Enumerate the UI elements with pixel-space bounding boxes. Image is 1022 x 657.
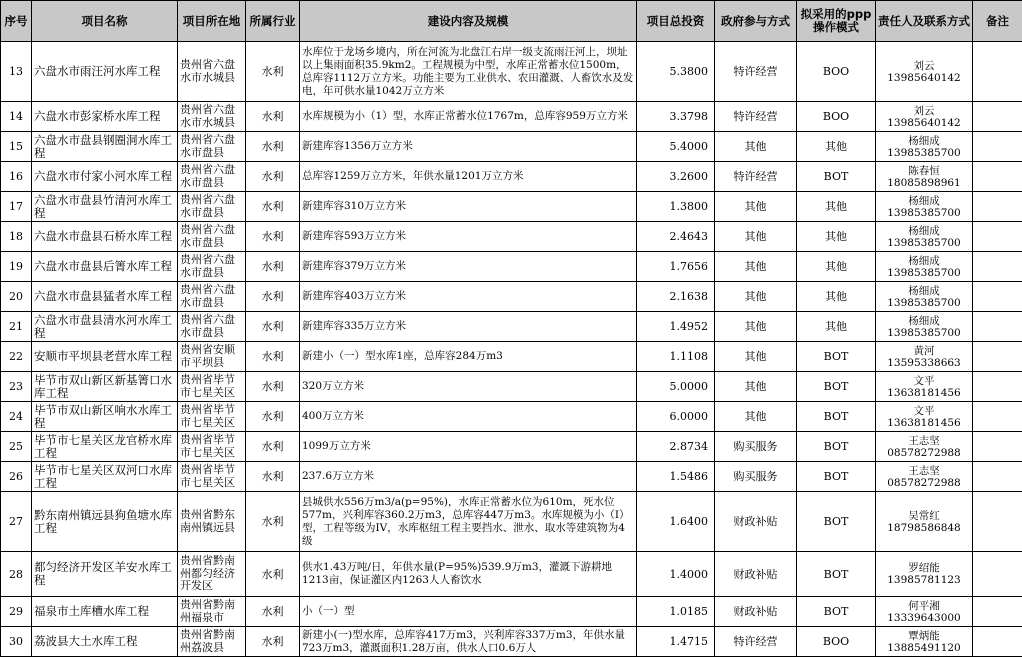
header-industry: 所属行业 bbox=[246, 1, 300, 42]
project-location: 贵州省安顺市平坝县 bbox=[178, 342, 246, 372]
contact-person: 王志坚 bbox=[878, 465, 970, 477]
project-location: 贵州省黔南州都匀经济开发区 bbox=[178, 552, 246, 597]
contact-phone: 13985385700 bbox=[878, 207, 970, 219]
contact-phone: 08578272988 bbox=[878, 447, 970, 459]
contact-person: 王志坚 bbox=[878, 435, 970, 447]
row-number: 14 bbox=[1, 102, 32, 132]
project-name: 安顺市平坝县老营水库工程 bbox=[32, 342, 178, 372]
total-investment: 3.2600 bbox=[637, 162, 715, 192]
contact bbox=[876, 372, 973, 402]
ppp-mode: 其他 bbox=[797, 312, 876, 342]
contact bbox=[876, 222, 973, 252]
contact-phone: 13985385700 bbox=[878, 237, 970, 249]
industry: 水利 bbox=[246, 282, 300, 312]
ppp-mode: BOO bbox=[797, 42, 876, 102]
total-investment: 2.8734 bbox=[637, 432, 715, 462]
header-contact: 责任人及联系方式 bbox=[876, 1, 973, 42]
project-name: 毕节市双山新区响水水库工程 bbox=[32, 402, 178, 432]
contact-phone: 13595338663 bbox=[878, 357, 970, 369]
contact bbox=[876, 252, 973, 282]
gov-participation: 其他 bbox=[715, 222, 797, 252]
table-row bbox=[1, 42, 1022, 102]
gov-participation: 其他 bbox=[715, 282, 797, 312]
project-name: 六盘水市盘县后箐水库工程 bbox=[32, 252, 178, 282]
ppp-mode: BOT bbox=[797, 597, 876, 627]
project-location: 贵州省六盘水市盘县 bbox=[178, 222, 246, 252]
industry: 水利 bbox=[246, 222, 300, 252]
row-number: 19 bbox=[1, 252, 32, 282]
project-location: 贵州省黔南州荔波县 bbox=[178, 627, 246, 657]
contact-phone: 18085898961 bbox=[878, 177, 970, 189]
project-name: 六盘水市付家小河水库工程 bbox=[32, 162, 178, 192]
contact-person: 陈春恒 bbox=[878, 165, 970, 177]
ppp-mode: BOT bbox=[797, 462, 876, 492]
note bbox=[973, 552, 1022, 597]
contact-person: 杨细成 bbox=[878, 285, 970, 297]
contact-phone: 08578272988 bbox=[878, 477, 970, 489]
construction-scope: 400万立方米 bbox=[300, 402, 637, 432]
total-investment: 2.1638 bbox=[637, 282, 715, 312]
industry: 水利 bbox=[246, 492, 300, 552]
gov-participation: 其他 bbox=[715, 372, 797, 402]
construction-scope: 新建库容335万立方米 bbox=[300, 312, 637, 342]
contact-person: 杨细成 bbox=[878, 195, 970, 207]
total-investment: 1.6400 bbox=[637, 492, 715, 552]
total-investment: 1.0185 bbox=[637, 597, 715, 627]
row-number: 27 bbox=[1, 492, 32, 552]
table-row bbox=[1, 312, 1022, 342]
industry: 水利 bbox=[246, 42, 300, 102]
construction-scope: 供水1.43万吨/日，年供水量(P=95%)539.9万m3，灌溉下游耕地1213亩，保证灌区内1263人人畜饮水 bbox=[300, 552, 637, 597]
contact-phone: 13985385700 bbox=[878, 297, 970, 309]
construction-scope: 新建库容310万立方米 bbox=[300, 192, 637, 222]
total-investment: 1.4715 bbox=[637, 627, 715, 657]
project-location: 贵州省六盘水市盘县 bbox=[178, 192, 246, 222]
contact-phone: 13638181456 bbox=[878, 387, 970, 399]
construction-scope: 新建库容379万立方米 bbox=[300, 252, 637, 282]
table-row bbox=[1, 627, 1022, 657]
project-location: 贵州省六盘水市水城县 bbox=[178, 42, 246, 102]
header-scope: 建设内容及规模 bbox=[300, 1, 637, 42]
contact-phone: 18798586848 bbox=[878, 522, 970, 534]
construction-scope: 1099万立方米 bbox=[300, 432, 637, 462]
industry: 水利 bbox=[246, 102, 300, 132]
project-name: 黔东南州镇远县狗鱼塘水库工程 bbox=[32, 492, 178, 552]
contact bbox=[876, 102, 973, 132]
ppp-mode: 其他 bbox=[797, 132, 876, 162]
project-name: 福泉市土库槽水库工程 bbox=[32, 597, 178, 627]
total-investment: 5.3800 bbox=[637, 42, 715, 102]
header-location: 项目所在地 bbox=[178, 1, 246, 42]
contact-phone: 13985385700 bbox=[878, 147, 970, 159]
row-number: 20 bbox=[1, 282, 32, 312]
industry: 水利 bbox=[246, 132, 300, 162]
note bbox=[973, 372, 1022, 402]
gov-participation: 特许经营 bbox=[715, 42, 797, 102]
ppp-mode: BOO bbox=[797, 102, 876, 132]
ppp-mode: BOT bbox=[797, 432, 876, 462]
project-location: 贵州省六盘水市盘县 bbox=[178, 252, 246, 282]
table-row bbox=[1, 102, 1022, 132]
industry: 水利 bbox=[246, 402, 300, 432]
note bbox=[973, 102, 1022, 132]
ppp-mode: BOT bbox=[797, 162, 876, 192]
construction-scope: 总库容1259万立方米，年供水量1201万立方米 bbox=[300, 162, 637, 192]
contact-phone: 13339643000 bbox=[878, 612, 970, 624]
contact bbox=[876, 192, 973, 222]
table-row bbox=[1, 132, 1022, 162]
contact-phone: 13885491120 bbox=[878, 642, 970, 654]
project-location: 贵州省黔东南州镇远县 bbox=[178, 492, 246, 552]
total-investment: 1.4952 bbox=[637, 312, 715, 342]
header-note: 备注 bbox=[973, 1, 1022, 42]
note bbox=[973, 627, 1022, 657]
project-location: 贵州省毕节市七星关区 bbox=[178, 402, 246, 432]
gov-participation: 财政补贴 bbox=[715, 597, 797, 627]
contact bbox=[876, 132, 973, 162]
ppp-mode: 其他 bbox=[797, 252, 876, 282]
construction-scope: 新建小(一)型水库，总库容417万m3，兴利库容337万m3，年供水量723万m3，灌溉面积1.28万亩，供水人口0.6万人 bbox=[300, 627, 637, 657]
contact-person: 刘云 bbox=[878, 60, 970, 72]
row-number: 28 bbox=[1, 552, 32, 597]
project-location: 贵州省毕节市七星关区 bbox=[178, 462, 246, 492]
gov-participation: 特许经营 bbox=[715, 162, 797, 192]
construction-scope: 新建库容593万立方米 bbox=[300, 222, 637, 252]
total-investment: 1.7656 bbox=[637, 252, 715, 282]
industry: 水利 bbox=[246, 372, 300, 402]
project-name: 六盘水市盘县清水河水库工程 bbox=[32, 312, 178, 342]
industry: 水利 bbox=[246, 192, 300, 222]
contact bbox=[876, 627, 973, 657]
construction-scope: 小（一）型 bbox=[300, 597, 637, 627]
gov-participation: 其他 bbox=[715, 132, 797, 162]
note bbox=[973, 597, 1022, 627]
contact-person: 杨细成 bbox=[878, 225, 970, 237]
industry: 水利 bbox=[246, 552, 300, 597]
table-row bbox=[1, 252, 1022, 282]
industry: 水利 bbox=[246, 342, 300, 372]
ppp-mode: 其他 bbox=[797, 192, 876, 222]
project-name: 毕节市双山新区新基箐口水库工程 bbox=[32, 372, 178, 402]
contact bbox=[876, 597, 973, 627]
row-number: 30 bbox=[1, 627, 32, 657]
ppp-mode: BOT bbox=[797, 342, 876, 372]
table-row bbox=[1, 222, 1022, 252]
contact-person: 刘云 bbox=[878, 105, 970, 117]
contact-person: 文平 bbox=[878, 405, 970, 417]
table-row bbox=[1, 402, 1022, 432]
row-number: 23 bbox=[1, 372, 32, 402]
industry: 水利 bbox=[246, 312, 300, 342]
contact-person: 杨细成 bbox=[878, 135, 970, 147]
industry: 水利 bbox=[246, 627, 300, 657]
project-location: 贵州省六盘水市盘县 bbox=[178, 132, 246, 162]
row-number: 24 bbox=[1, 402, 32, 432]
gov-participation: 其他 bbox=[715, 342, 797, 372]
contact-person: 覃炳能 bbox=[878, 630, 970, 642]
header-name: 项目名称 bbox=[32, 1, 178, 42]
contact-person: 吴常红 bbox=[878, 510, 970, 522]
industry: 水利 bbox=[246, 432, 300, 462]
project-location: 贵州省六盘水市水城县 bbox=[178, 102, 246, 132]
project-name: 都匀经济开发区羊安水库工程 bbox=[32, 552, 178, 597]
row-number: 13 bbox=[1, 42, 32, 102]
ppp-mode: 其他 bbox=[797, 282, 876, 312]
total-investment: 1.3800 bbox=[637, 192, 715, 222]
table-row bbox=[1, 432, 1022, 462]
ppp-mode: BOO bbox=[797, 627, 876, 657]
table-row bbox=[1, 462, 1022, 492]
contact bbox=[876, 552, 973, 597]
ppp-mode: BOT bbox=[797, 552, 876, 597]
header-no: 序号 bbox=[1, 1, 32, 42]
note bbox=[973, 492, 1022, 552]
project-name: 毕节市七星关区龙官桥水库工程 bbox=[32, 432, 178, 462]
note bbox=[973, 132, 1022, 162]
project-location: 贵州省六盘水市盘县 bbox=[178, 282, 246, 312]
construction-scope: 县城供水556万m3/a(p=95%)，水库正常蓄水位为610m，死水位577m，兴利库容360.2万m3，总库容447万m3。水库规模为小（I）型，工程等级为IV，水库枢纽工程主要挡水、泄水、取水等建筑物为4级 bbox=[300, 492, 637, 552]
note bbox=[973, 162, 1022, 192]
table-row bbox=[1, 282, 1022, 312]
project-location: 贵州省毕节市七星关区 bbox=[178, 372, 246, 402]
contact-phone: 13985385700 bbox=[878, 267, 970, 279]
note bbox=[973, 342, 1022, 372]
row-number: 25 bbox=[1, 432, 32, 462]
note bbox=[973, 402, 1022, 432]
construction-scope: 320万立方米 bbox=[300, 372, 637, 402]
total-investment: 1.1108 bbox=[637, 342, 715, 372]
ppp-mode: BOT bbox=[797, 402, 876, 432]
contact bbox=[876, 282, 973, 312]
ppp-mode: BOT bbox=[797, 372, 876, 402]
table-row bbox=[1, 552, 1022, 597]
row-number: 21 bbox=[1, 312, 32, 342]
contact-phone: 13985640142 bbox=[878, 117, 970, 129]
project-name: 六盘水市盘县石桥水库工程 bbox=[32, 222, 178, 252]
contact bbox=[876, 492, 973, 552]
row-number: 22 bbox=[1, 342, 32, 372]
project-name: 荔波县大土水库工程 bbox=[32, 627, 178, 657]
contact-phone: 13638181456 bbox=[878, 417, 970, 429]
ppp-mode: BOT bbox=[797, 492, 876, 552]
header-investment: 项目总投资 bbox=[637, 1, 715, 42]
table-row bbox=[1, 372, 1022, 402]
contact-person: 杨细成 bbox=[878, 315, 970, 327]
contact-person: 杨细成 bbox=[878, 255, 970, 267]
construction-scope: 新建库容403万立方米 bbox=[300, 282, 637, 312]
note bbox=[973, 222, 1022, 252]
industry: 水利 bbox=[246, 162, 300, 192]
project-name: 毕节市七星关区双河口水库工程 bbox=[32, 462, 178, 492]
header-ppp-mode: 拟采用的ppp操作模式 bbox=[797, 1, 876, 42]
table-row bbox=[1, 342, 1022, 372]
row-number: 26 bbox=[1, 462, 32, 492]
project-location: 贵州省毕节市七星关区 bbox=[178, 432, 246, 462]
total-investment: 5.0000 bbox=[637, 372, 715, 402]
table-row bbox=[1, 597, 1022, 627]
row-number: 16 bbox=[1, 162, 32, 192]
contact-phone: 13985640142 bbox=[878, 72, 970, 84]
industry: 水利 bbox=[246, 597, 300, 627]
contact-phone: 13985781123 bbox=[878, 574, 970, 586]
gov-participation: 特许经营 bbox=[715, 627, 797, 657]
table-row bbox=[1, 192, 1022, 222]
note bbox=[973, 252, 1022, 282]
note bbox=[973, 462, 1022, 492]
project-name: 六盘水市雨汪河水库工程 bbox=[32, 42, 178, 102]
gov-participation: 其他 bbox=[715, 312, 797, 342]
contact-person: 文平 bbox=[878, 375, 970, 387]
total-investment: 5.4000 bbox=[637, 132, 715, 162]
industry: 水利 bbox=[246, 462, 300, 492]
gov-participation: 财政补贴 bbox=[715, 492, 797, 552]
contact bbox=[876, 342, 973, 372]
total-investment: 1.5486 bbox=[637, 462, 715, 492]
construction-scope: 237.6万立方米 bbox=[300, 462, 637, 492]
gov-participation: 其他 bbox=[715, 252, 797, 282]
row-number: 15 bbox=[1, 132, 32, 162]
gov-participation: 特许经营 bbox=[715, 102, 797, 132]
ppp-mode: 其他 bbox=[797, 222, 876, 252]
row-number: 18 bbox=[1, 222, 32, 252]
construction-scope: 新建库容1356万立方米 bbox=[300, 132, 637, 162]
gov-participation: 其他 bbox=[715, 192, 797, 222]
total-investment: 1.4000 bbox=[637, 552, 715, 597]
header-row bbox=[1, 1, 1022, 42]
contact-phone: 13985385700 bbox=[878, 327, 970, 339]
project-location: 贵州省六盘水市盘县 bbox=[178, 162, 246, 192]
project-location: 贵州省黔南州福泉市 bbox=[178, 597, 246, 627]
contact bbox=[876, 462, 973, 492]
total-investment: 3.3798 bbox=[637, 102, 715, 132]
note bbox=[973, 282, 1022, 312]
table-row bbox=[1, 162, 1022, 192]
project-name: 六盘水市彭家桥水库工程 bbox=[32, 102, 178, 132]
gov-participation: 其他 bbox=[715, 402, 797, 432]
total-investment: 6.0000 bbox=[637, 402, 715, 432]
gov-participation: 财政补贴 bbox=[715, 552, 797, 597]
contact bbox=[876, 42, 973, 102]
contact bbox=[876, 432, 973, 462]
note bbox=[973, 42, 1022, 102]
project-name: 六盘水市盘县钢圈洞水库工程 bbox=[32, 132, 178, 162]
contact-person: 黄河 bbox=[878, 345, 970, 357]
total-investment: 2.4643 bbox=[637, 222, 715, 252]
contact-person: 罗绍能 bbox=[878, 562, 970, 574]
industry: 水利 bbox=[246, 252, 300, 282]
project-location: 贵州省六盘水市盘县 bbox=[178, 312, 246, 342]
construction-scope: 水库位于龙场乡境内，所在河流为北盘江右岸一级支流雨汪河上，坝址以上集雨面积35.9km2。工程规模为中型，水库正常蓄水位1500m，总库容1112万立方米。功能主要为工业供水、农田灌溉、人畜饮水及发电，年可供水量1042万立方米 bbox=[300, 42, 637, 102]
note bbox=[973, 432, 1022, 462]
contact bbox=[876, 312, 973, 342]
row-number: 29 bbox=[1, 597, 32, 627]
project-name: 六盘水市盘县竹清河水库工程 bbox=[32, 192, 178, 222]
row-number: 17 bbox=[1, 192, 32, 222]
note bbox=[973, 312, 1022, 342]
project-name: 六盘水市盘县猛者水库工程 bbox=[32, 282, 178, 312]
header-gov-participation: 政府参与方式 bbox=[715, 1, 797, 42]
contact-person: 何平湘 bbox=[878, 600, 970, 612]
construction-scope: 新建小（一）型水库1座，总库容284万m3 bbox=[300, 342, 637, 372]
gov-participation: 购买服务 bbox=[715, 462, 797, 492]
table-row bbox=[1, 492, 1022, 552]
contact bbox=[876, 162, 973, 192]
note bbox=[973, 192, 1022, 222]
gov-participation: 购买服务 bbox=[715, 432, 797, 462]
construction-scope: 水库规模为小（1）型，水库正常蓄水位1767m，总库容959万立方米 bbox=[300, 102, 637, 132]
contact bbox=[876, 402, 973, 432]
